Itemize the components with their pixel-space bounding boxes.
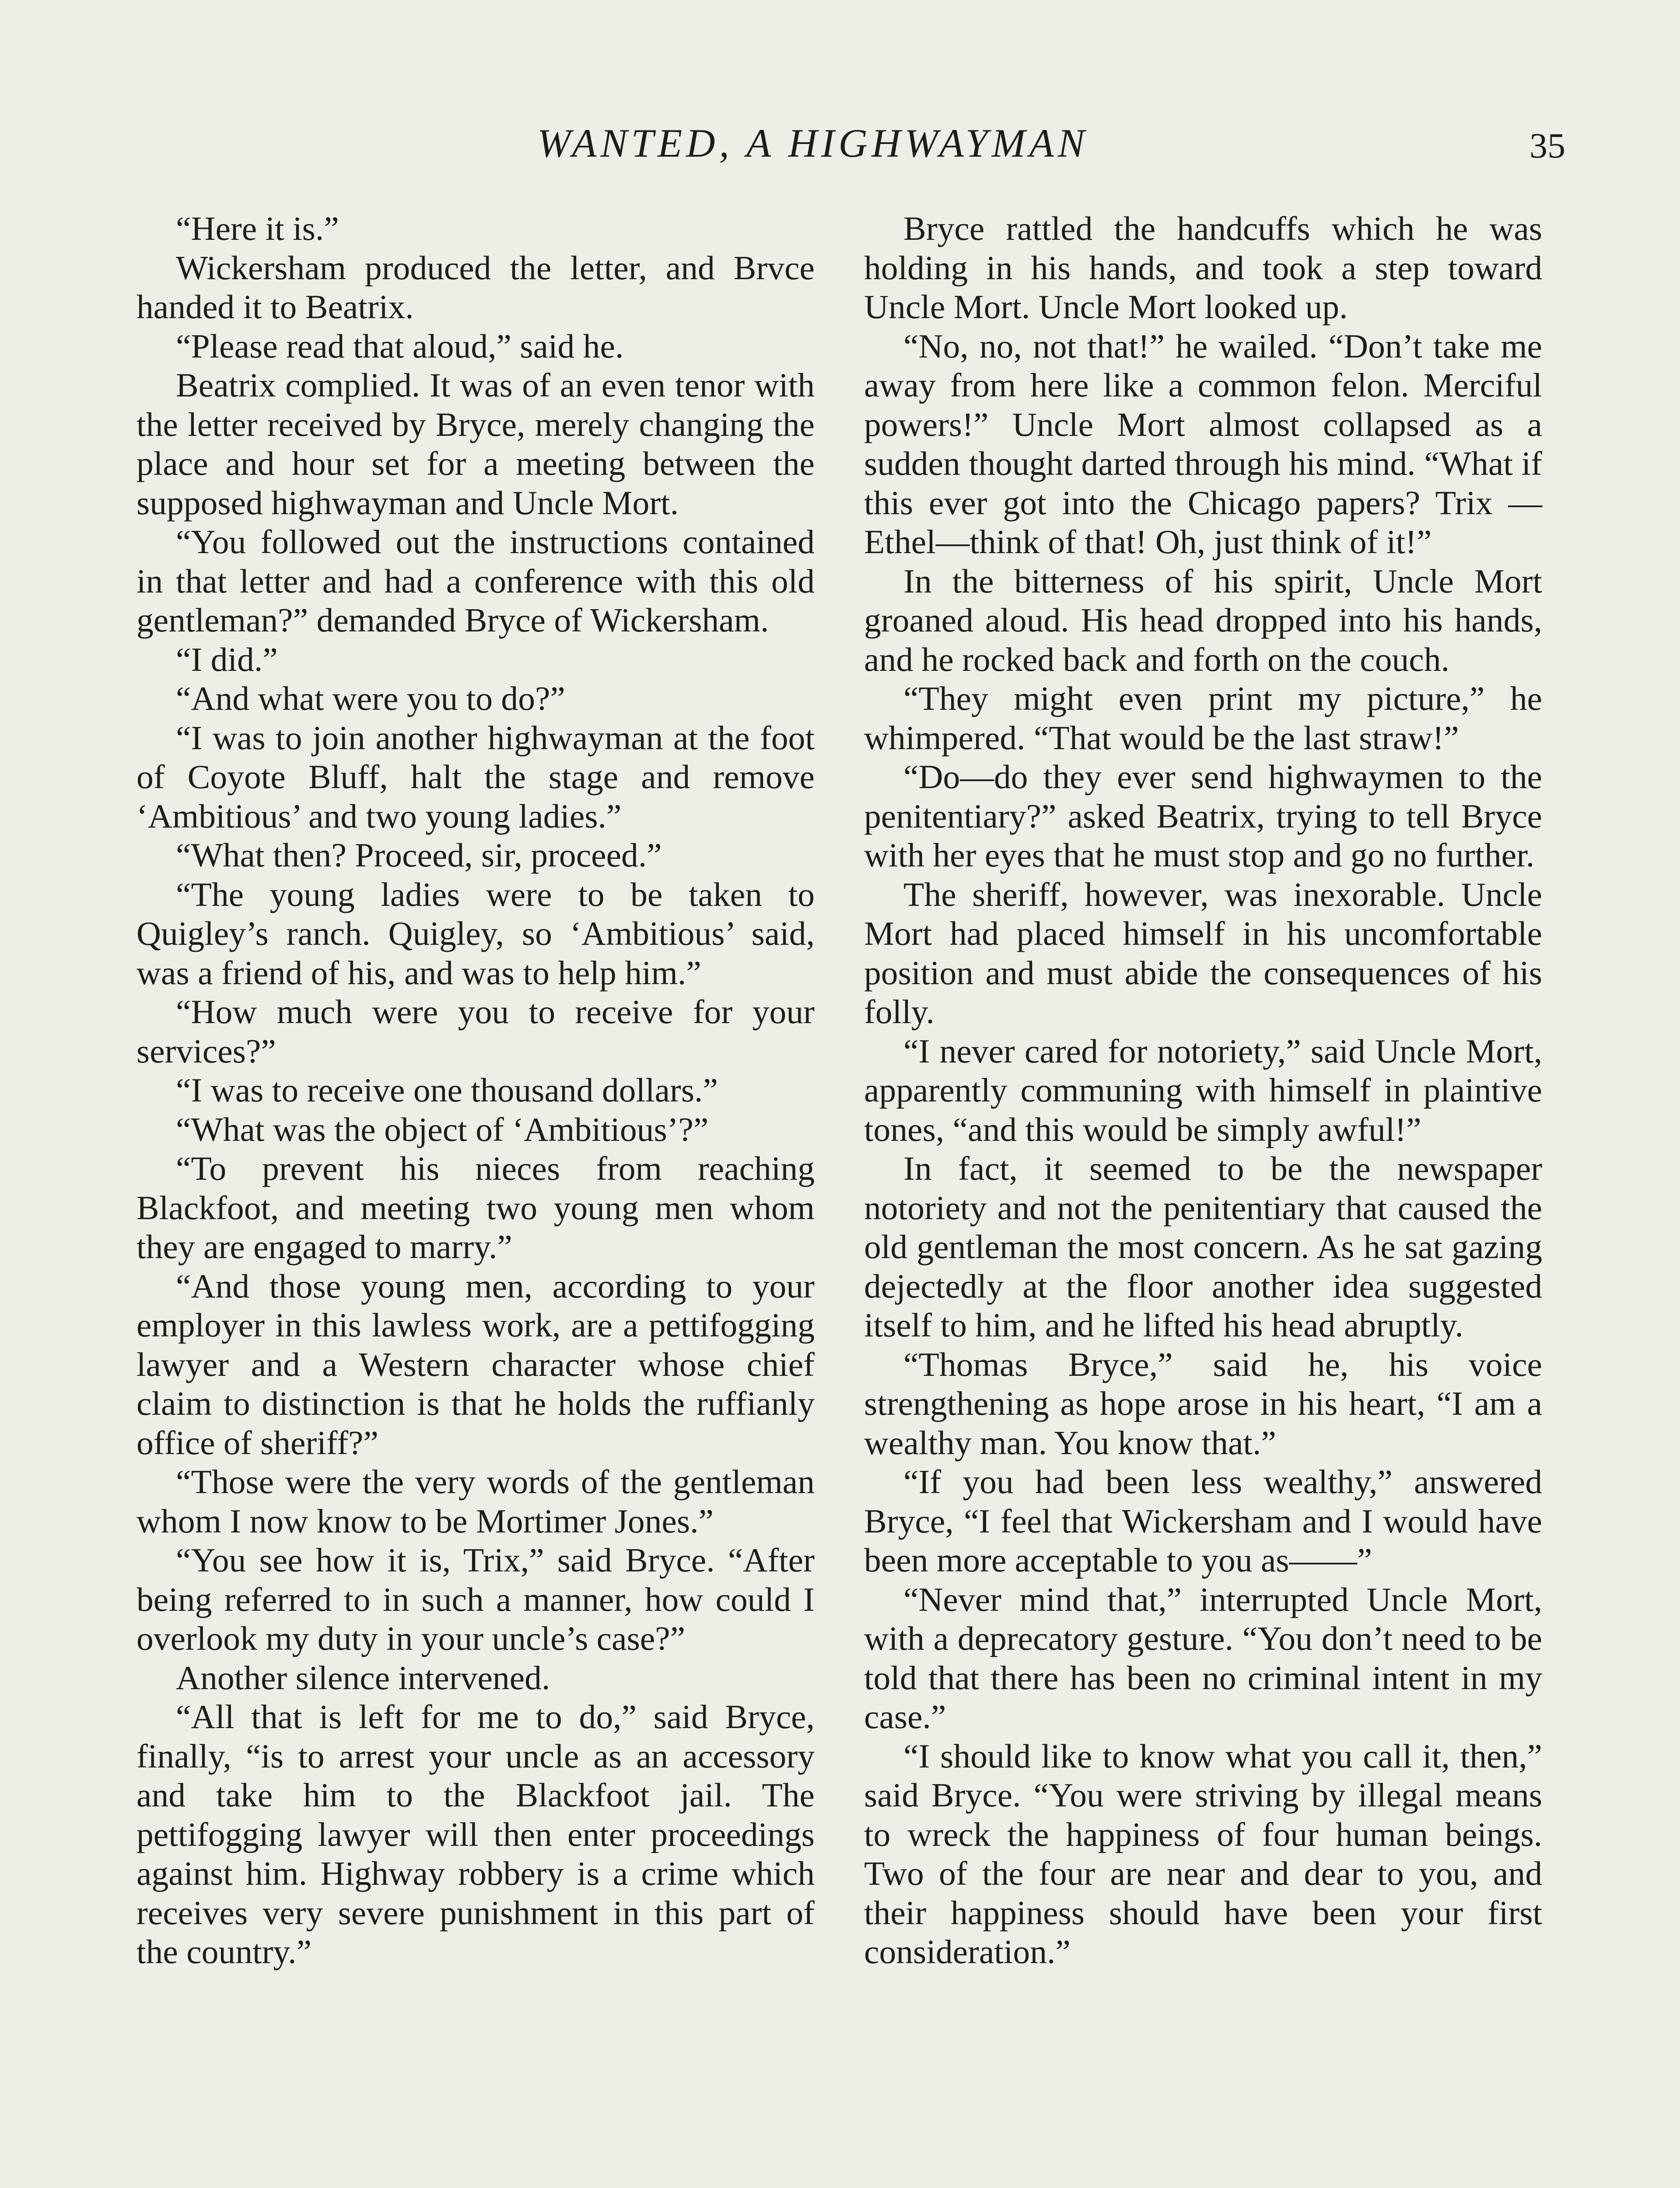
paragraph: “To prevent his nieces from reaching Blackfoot, and meeting two young men whom they are engaged to marry.” bbox=[136, 1150, 815, 1266]
page-header bbox=[0, 119, 1680, 167]
paragraph: “How much were you to receive for your services?” bbox=[136, 993, 815, 1070]
paragraph: “You see how it is, Trix,” said Bryce. “After being referred to in such a manner, how could I overlook my duty in your uncle’s case?” bbox=[136, 1541, 815, 1657]
paragraph: The sheriff, however, was inexorable. Uncle Mort had placed himself in his uncomfortable position and must abide the consequences of his folly. bbox=[864, 875, 1542, 1031]
paragraph: “Those were the very words of the gentleman whom I now know to be Mortimer Jones.” bbox=[136, 1463, 815, 1540]
paragraph: “What was the object of ‘Ambitious’?” bbox=[176, 1110, 709, 1148]
paragraph: “Please read that aloud,” said he. bbox=[176, 327, 624, 365]
running-title: WANTED, A HIGHWAYMAN bbox=[537, 121, 1089, 165]
paragraph: “Do—do they ever send highwaymen to the penitentiary?” asked Beatrix, trying to tell Bryce with her eyes that he must stop and go no further. bbox=[864, 758, 1542, 874]
page-number: 35 bbox=[1530, 126, 1565, 165]
paragraph: “I should like to know what you call it, then,” said Bryce. “You were striving by illegal means to wreck the happiness of four human beings. Two of the four are near and dear to you, and their happiness should have been your first consideration.” bbox=[864, 1737, 1542, 1971]
paragraph: “I did.” bbox=[176, 640, 278, 678]
paragraph: Bryce rattled the handcuffs which he was holding in his hands, and took a step toward Uncle Mort. Uncle Mort looked up. bbox=[864, 210, 1542, 326]
paragraph: Beatrix complied. It was of an even tenor with the letter received by Bryce, merely changing the place and hour set for a meeting between the supposed highwayman and Uncle Mort. bbox=[136, 366, 815, 522]
paragraph: “Here it is.” bbox=[176, 210, 339, 247]
right-column bbox=[864, 209, 1542, 1972]
paragraph: “Thomas Bryce,” said he, his voice strengthening as hope arose in his heart, “I am a wealthy man. You know that.” bbox=[864, 1345, 1542, 1462]
paragraph: Another silence intervened. bbox=[176, 1659, 550, 1697]
paragraph: “No, no, not that!” he wailed. “Don’t take me away from here like a common felon. Merciful powers!” Uncle Mort almost collapsed as a sudden thought darted through his mind. “What if this ever got into the Chicago papers? Trix —Ethel—think of that! Oh, just think of it!” bbox=[864, 327, 1542, 561]
paragraph: “All that is left for me to do,” said Bryce, finally, “is to arrest your uncle as an accessory and take him to the Blackfoot jail. The pettifogging lawyer will then enter proceedings against him. Highway robbery is a crime which receives very severe punishment in this part of the country.” bbox=[136, 1698, 815, 1971]
left-column bbox=[136, 209, 815, 1972]
paragraph: “The young ladies were to be taken to Quigley’s ranch. Quigley, so ‘Ambitious’ said, was a friend of his, and was to help him.” bbox=[136, 875, 815, 992]
paragraph: “I never cared for notoriety,” said Uncle Mort, apparently communing with himself in plaintive tones, “and this would be simply awful!” bbox=[864, 1032, 1542, 1148]
paragraph: “I was to join another highwayman at the foot of Coyote Bluff, halt the stage and remove ‘Ambitious’ and two young ladies.” bbox=[136, 719, 815, 835]
paragraph: “You followed out the instructions contained in that letter and had a conference with this old gentleman?” demanded Bryce of Wickersham. bbox=[136, 523, 815, 639]
paragraph: In the bitterness of his spirit, Uncle Mort groaned aloud. His head dropped into his hands, and he rocked back and forth on the couch. bbox=[864, 562, 1542, 678]
paragraph: “If you had been less wealthy,” answered Bryce, “I feel that Wickersham and I would have been more acceptable to you as——” bbox=[864, 1463, 1542, 1579]
paragraph: Wickersham produced the letter, and Brvce handed it to Beatrix. bbox=[136, 249, 815, 326]
paragraph: “Never mind that,” interrupted Uncle Mort, with a deprecatory gesture. “You don’t need to be told that there has been no criminal intent in my case.” bbox=[864, 1580, 1542, 1736]
paragraph: In fact, it seemed to be the newspaper notoriety and not the penitentiary that caused the old gentleman the most concern. As he sat gazing dejectedly at the floor another idea suggested itself to him, and he lifted his head abruptly. bbox=[864, 1150, 1542, 1344]
paragraph: “They might even print my picture,” he whimpered. “That would be the last straw!” bbox=[864, 680, 1542, 757]
paragraph: “And what were you to do?” bbox=[176, 680, 565, 717]
paragraph: “I was to receive one thousand dollars.” bbox=[176, 1071, 718, 1109]
paragraph: “What then? Proceed, sir, proceed.” bbox=[176, 836, 662, 874]
paragraph: “And those young men, according to your employer in this lawless work, are a pettifogging lawyer and a Western character whose chief claim to distinction is that he holds the ruffianly office of sheriff?” bbox=[136, 1267, 815, 1462]
